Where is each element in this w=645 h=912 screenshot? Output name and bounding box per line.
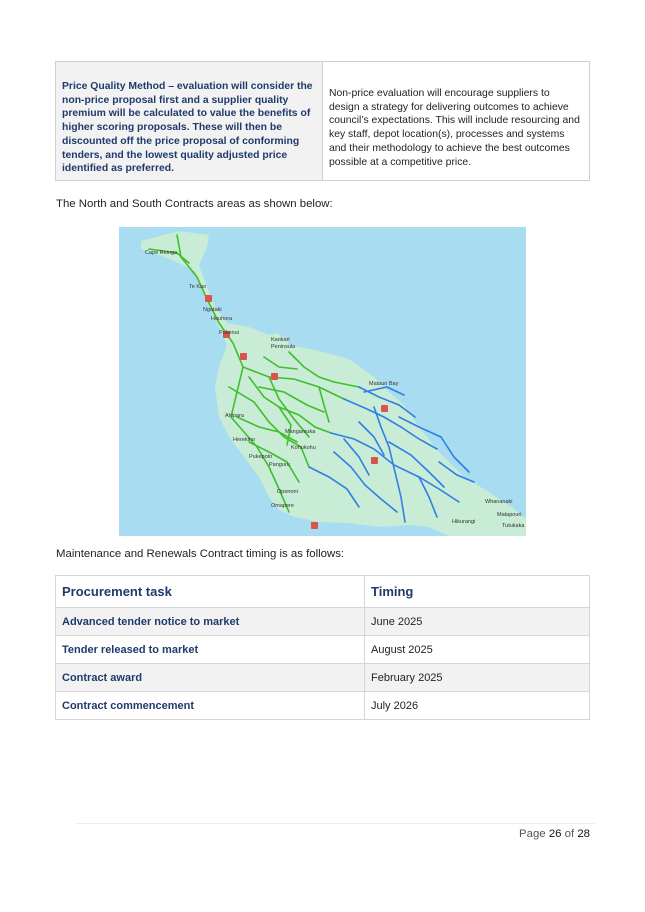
footer-divider (75, 823, 595, 824)
total-pages: 28 (577, 828, 590, 840)
timing-header-row (56, 576, 590, 608)
map-label: Herekino (233, 437, 256, 443)
timing-cell: August 2025 (365, 636, 590, 664)
timing-cell: February 2025 (365, 664, 590, 692)
page-number (519, 828, 590, 840)
contract-areas-map (119, 227, 526, 536)
map-label: Whananaki (485, 499, 513, 505)
map-label: Matauri Bay (369, 381, 399, 387)
timing-cell: July 2026 (365, 692, 590, 720)
evaluation-description-cell: Non-price evaluation will encourage suppliers to design a strategy for delivering outcomes to achieve council’s expectations. This will include resourcing and key staff, depot location(s), processes and systems and their methodology to achieve the best outcomes possible at a competitive price. (329, 88, 580, 168)
map-label: Pukenui (219, 330, 239, 336)
map-label: Cape Reinga (145, 250, 178, 256)
map-label: Te Kao (189, 284, 207, 290)
task-cell: Contract commencement (56, 692, 365, 720)
land-mass (141, 231, 526, 536)
table-row (56, 608, 590, 636)
timing-table (55, 575, 590, 720)
page-label: Page (519, 828, 546, 840)
map-label: Karikari Peninsula (271, 337, 296, 350)
of-label: of (564, 828, 575, 840)
map-intro-text: The North and South Contracts areas as shown below: (56, 198, 333, 210)
map-label: Houhora (211, 316, 233, 322)
task-cell: Contract award (56, 664, 365, 692)
map-label: Hikurangi (452, 519, 476, 525)
header-timing: Timing (365, 576, 590, 608)
map-label: Panguru (269, 462, 290, 468)
map-label: Opononi (277, 489, 298, 495)
table-row (56, 636, 590, 664)
map-label: Mangamuka (285, 429, 316, 435)
map-label: Matapouri (497, 512, 522, 518)
table-row (56, 692, 590, 720)
timing-intro-text: Maintenance and Renewals Contract timing is as follows: (56, 548, 345, 560)
map-label: Ngataki (203, 307, 222, 313)
map-graphic (119, 227, 526, 536)
map-label: Omapere (271, 503, 294, 509)
current-page: 26 (548, 828, 562, 840)
header-procurement-task: Procurement task (56, 576, 365, 608)
evaluation-method-cell: Price Quality Method – evaluation will consider the non-price proposal first and a supplier quality premium will be calculated to value the benefits of higher scoring proposals. These will then be discounted off the price proposal of conforming tenders, and the lowest quality adjusted price identified as preferred. (56, 62, 323, 180)
task-cell: Tender released to market (56, 636, 365, 664)
map-label: Kohukohu (291, 445, 316, 451)
map-label: Ahipara (225, 413, 244, 419)
map-label: Tutukaka (502, 523, 525, 529)
table-row (56, 664, 590, 692)
task-cell: Advanced tender notice to market (56, 608, 365, 636)
evaluation-table (55, 61, 590, 181)
map-label: Pukepoto (249, 454, 273, 460)
timing-cell: June 2025 (365, 608, 590, 636)
